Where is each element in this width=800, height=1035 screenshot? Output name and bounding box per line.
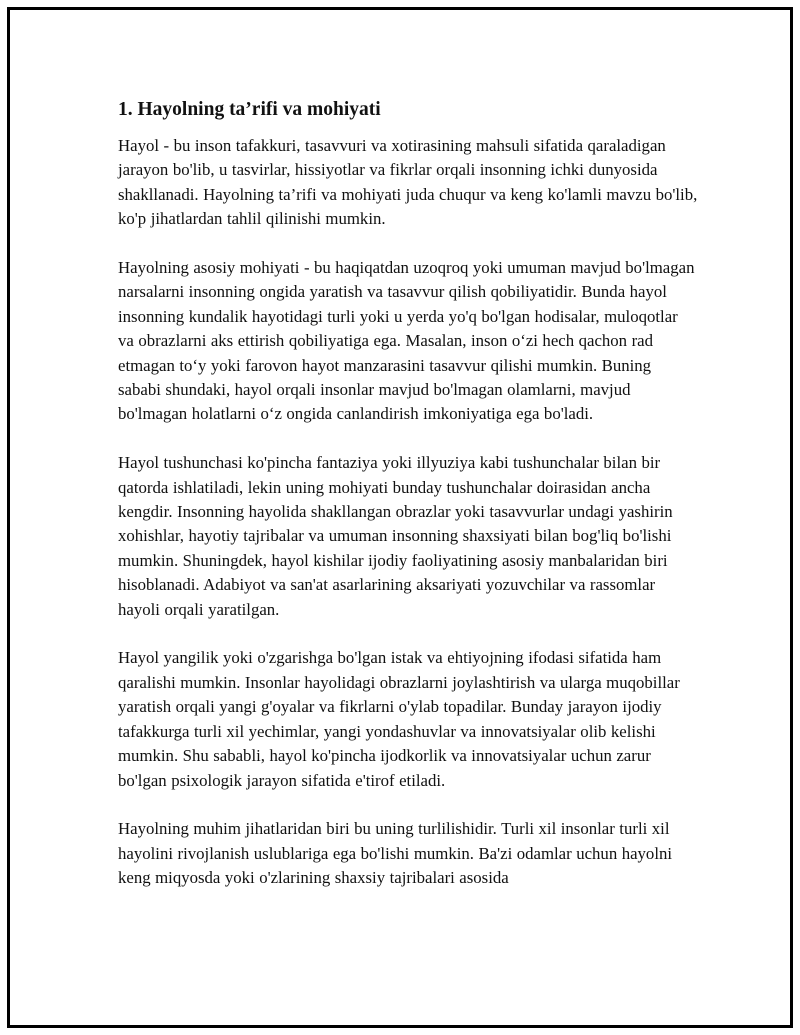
paragraph-2: Hayolning asosiy mohiyati - bu haqiqatdan uzoqroq yoki umuman mavjud bo'lmagan narsalarni insonning ongida yaratish va tasavvur qilish qobiliyatidir. Bunda hayol insonning kundalik hayotidagi turli yoki u yerda yo'q bo'lgan hodisalar, muloqotlar va obrazlarni aks ettirish qobiliyatiga ega. Masalan, inson o‘zi hech qachon rad etmagan to‘y yoki farovon hayot manzarasini tasavvur qilishi mumkin. Buning sababi shundaki, hayol orqali insonlar mavjud bo'lmagan olamlarni, mavjud bo'lmagan holatlarni o‘z ongida canlandirish imkoniyatiga ega bo'ladi. xyxy=(118,258,695,424)
paragraph-5: Hayolning muhim jihatlaridan biri bu uning turlilishidir. Turli xil insonlar turli xil hayolini rivojlanish uslublariga ega bo'lishi mumkin. Ba'zi odamlar uchun hayolni keng miqyosda yoki o'zlarining shaxsiy tajribalari asosida xyxy=(118,819,673,888)
document-body xyxy=(118,97,698,915)
paragraph-1: Hayol - bu inson tafakkuri, tasavvuri va xotirasining mahsuli sifatida qaraladigan jarayon bo'lib, u tasvirlar, hissiyotlar va fikrlar orqali insonning ichki dunyosida shakllanadi. Hayolning ta’rifi va mohiyati juda chuqur va keng ko'lamli mavzu bo'lib, ko'p jihatlardan tahlil qilinishi mumkin. xyxy=(118,136,698,229)
paragraph-4: Hayol yangilik yoki o'zgarishga bo'lgan istak va ehtiyojning ifodasi sifatida ham qaralishi mumkin. Insonlar hayolidagi obrazlarni joylashtirish va ularga muqobillar yaratish orqali yangi g'oyalar va fikrlarni o'ylab topadilar. Bunday jarayon ijodiy tafakkurga turli xil yechimlar, yangi yondashuvlar va innovatsiyalar olib kelishi mumkin. Shu sababli, hayol ko'pincha ijodkorlik va innovatsiyalar uchun zarur bo'lgan psixologik jarayon sifatida e'tirof etiladi. xyxy=(118,648,680,790)
paragraph-3: Hayol tushunchasi ko'pincha fantaziya yoki illyuziya kabi tushunchalar bilan bir qatorda ishlatiladi, lekin uning mohiyati bunday tushunchalar doirasidan ancha kengdir. Insonning hayolida shakllangan obrazlar yoki tasavvurlar undagi yashirin xohishlar, hayotiy tajribalar va umuman insonning shaxsiyati bilan bog'liq bo'lishi mumkin. Shuningdek, hayol kishilar ijodiy faoliyatining asosiy manbalaridan biri hisoblanadi. Adabiyot va san'at asarlarining aksariyati yozuvchilar va rassomlar hayoli orqali yaratilgan. xyxy=(118,453,673,619)
section-heading: 1. Hayolning ta’rifi va mohiyati xyxy=(118,99,381,120)
page-frame xyxy=(7,7,793,1028)
